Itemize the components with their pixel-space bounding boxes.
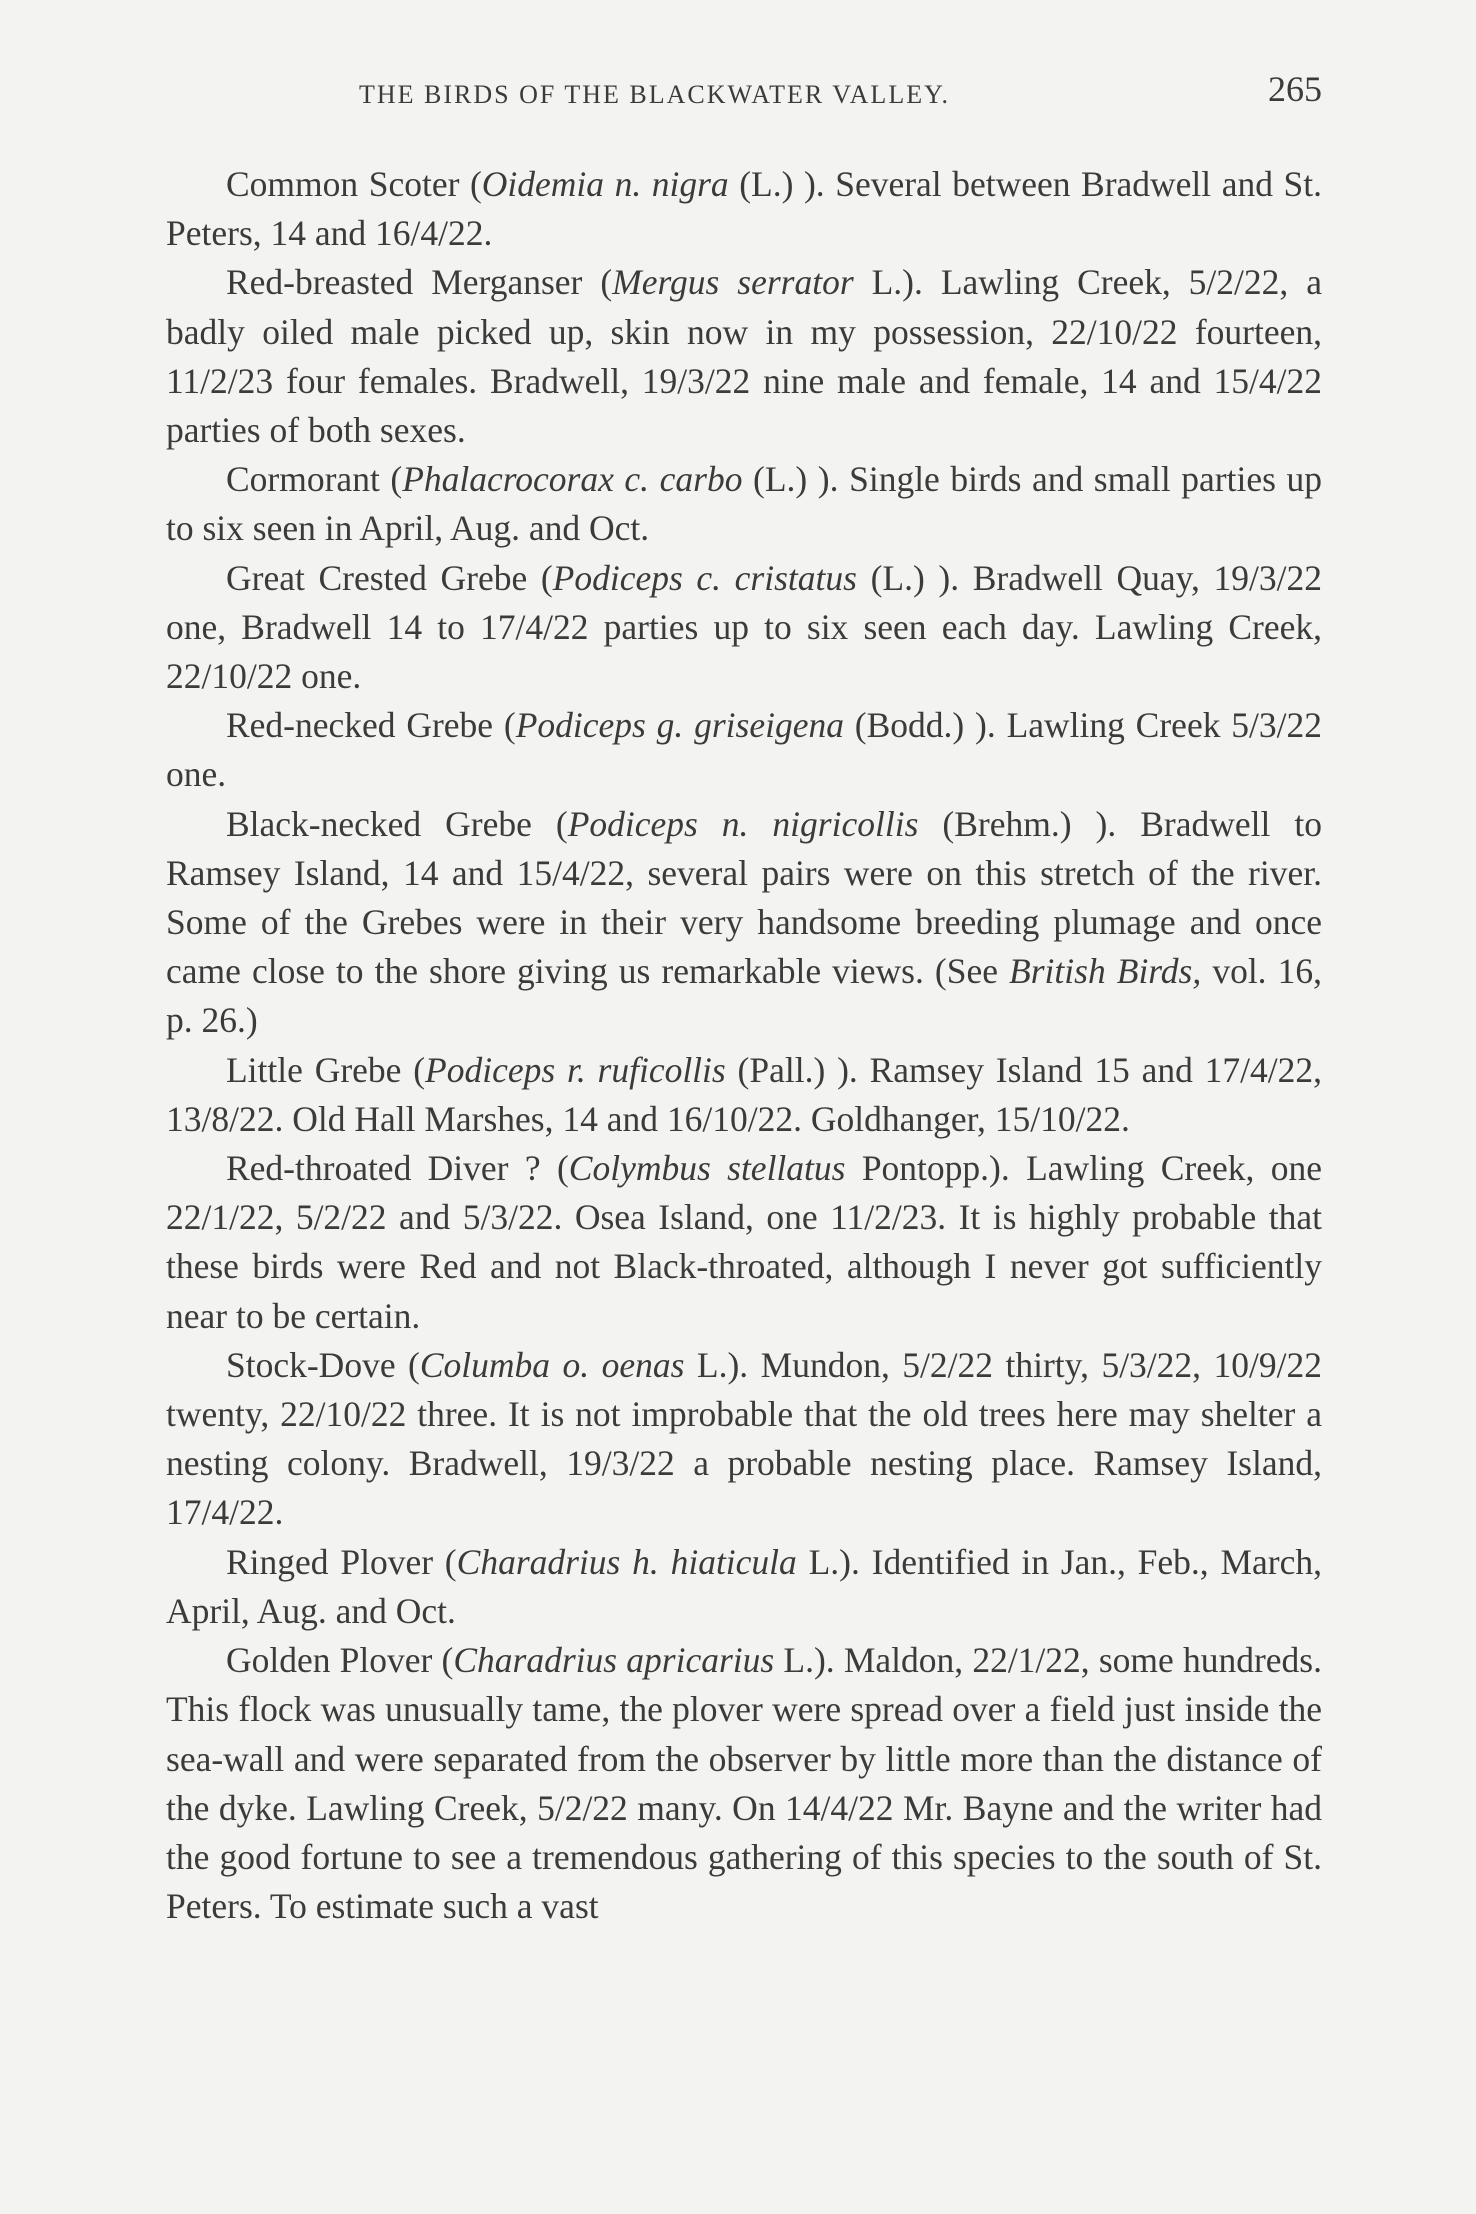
journal-reference: British Birds, xyxy=(1009,951,1202,992)
species-entry-common-scoter: Common Scoter (Oidemia n. nigra (L.) ). Several between Bradwell and St. Peters, 14 and 16/4/22. xyxy=(166,164,1322,254)
scientific-name: Colymbus stellatus xyxy=(568,1148,846,1189)
species-entry-red-breasted-merganser: Red-breasted Merganser (Mergus serrator L.). Lawling Creek, 5/2/22, a badly oiled male picked up, skin now in my possession, 22/10/22 fourteen, 11/2/23 four females. Bradwell, 19/3/22 nine male and female, 14 and 15/4/22 parties of both sexes. xyxy=(166,262,1322,451)
species-entry-great-crested-grebe: Great Crested Grebe (Podiceps c. cristatus (L.) ). Bradwell Quay, 19/3/22 one, Bradwell 14 to 17/4/22 parties up to six seen each day. Lawling Creek, 22/10/22 one. xyxy=(166,557,1322,697)
running-head: THE BIRDS OF THE BLACKWATER VALLEY. xyxy=(359,80,951,109)
page-header xyxy=(166,66,1322,122)
scientific-name: Mergus serrator xyxy=(612,262,854,303)
scientific-name: Oidemia n. nigra xyxy=(481,164,729,204)
species-entry-cormorant: Cormorant (Phalacrocorax c. carbo (L.) ). Single birds and small parties up to six seen in April, Aug. and Oct. xyxy=(166,459,1322,549)
species-entry-golden-plover: Golden Plover (Charadrius apricarius L.). Maldon, 22/1/22, some hundreds. This flock was unusually tame, the plover were spread over a field just inside the sea-wall and were separated from the observer by little more than the distance of the dyke. Lawling Creek, 5/2/22 many. On 14/4/22 Mr. Bayne and the writer had the good fortune to see a tremendous gathering of this species to the south of St. Peters. To estimate such a vast xyxy=(166,1640,1322,1927)
species-entry-little-grebe: Little Grebe (Podiceps r. ruficollis (Pall.) ). Ramsey Island 15 and 17/4/22, 13/8/22. Old Hall Marshes, 14 and 16/10/22. Goldhanger, 15/10/22. xyxy=(166,1049,1323,1139)
species-entry-stock-dove: Stock-Dove (Columba o. oenas L.). Mundon, 5/2/22 thirty, 5/3/22, 10/9/22 twenty, 22/10/22 three. It is not improbable that the old trees here may shelter a nesting colony. Bradwell, 19/3/22 a probable nesting place. Ramsey Island, 17/4/22. xyxy=(166,1344,1322,1533)
species-entry-red-necked-grebe: Red-necked Grebe (Podiceps g. griseigena (Bodd.) ). Lawling Creek 5/3/22 one. xyxy=(166,705,1322,795)
scientific-name: Phalacrocorax c. carbo xyxy=(402,459,743,500)
scientific-name: Podiceps g. griseigena xyxy=(515,705,844,746)
page-number: 265 xyxy=(1268,69,1322,109)
scientific-name: Charadrius h. hiaticula xyxy=(456,1541,797,1582)
scientific-name: Charadrius apricarius xyxy=(453,1640,775,1681)
scientific-name: Columba o. oenas xyxy=(419,1344,685,1385)
species-entry-black-necked-grebe: Black-necked Grebe (Podiceps n. nigricollis (Brehm.) ). Bradwell to Ramsey Island, 14 and 15/4/22, several pairs were on this stretch of the river. Some of the Grebes were in their very handsome breeding plumage and once came close to the shore giving us remarkable views. (See British Birds, vol. 16, p. 26.) xyxy=(166,803,1322,1041)
species-entry-red-throated-diver: Red-throated Diver ? (Colymbus stellatus Pontopp.). Lawling Creek, one 22/1/22, 5/2/22 and 5/3/22. Osea Island, one 11/2/23. It is highly probable that these birds were Red and not Black-throated, although I never got sufficiently near to be certain. xyxy=(166,1148,1322,1336)
scientific-name: Podiceps c. cristatus xyxy=(552,557,857,598)
scientific-name: Podiceps r. ruficollis xyxy=(425,1049,726,1090)
species-entry-ringed-plover: Ringed Plover (Charadrius h. hiaticula L.). Identified in Jan., Feb., March, April, Aug. and Oct. xyxy=(166,1541,1322,1631)
scientific-name: Podiceps n. nigricollis xyxy=(567,803,919,844)
body-text xyxy=(166,160,1322,1931)
